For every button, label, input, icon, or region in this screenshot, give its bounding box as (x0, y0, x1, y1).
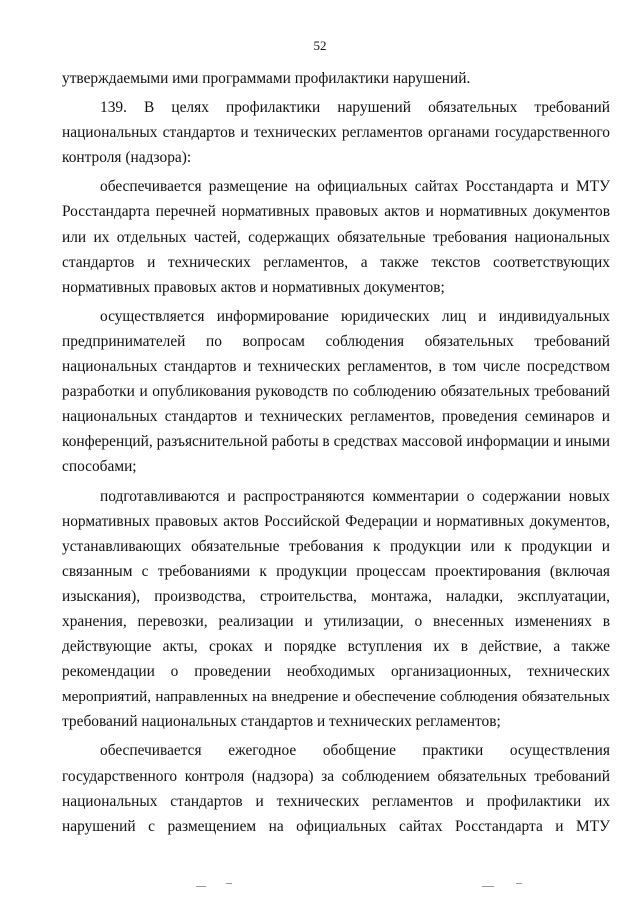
paragraph-item-139 (62, 95, 610, 170)
scan-mark (482, 886, 494, 887)
text-line: хранения, перевозки, реализации и утилизации, о внесенных изменениях в (62, 612, 610, 630)
text-line: национальных стандартов и технических регламентов органами государственного (62, 124, 610, 142)
paragraph-list-entry (62, 738, 610, 838)
text-line: нормативных правовых актов Российской Федерации и нормативных документов, (62, 512, 610, 530)
text-line: национальных стандартов и технических регламентов, в том числе посредством (62, 358, 610, 376)
text-line: устанавливающих обязательные требования к продукции или к продукции и (62, 537, 610, 555)
scan-mark (196, 886, 206, 887)
text-line: рекомендации о проведении необходимых организационных, технических (62, 663, 610, 681)
text-line: утверждаемыми ими программами профилактики нарушений. (62, 70, 471, 87)
text-line: контроля (надзора): (62, 149, 192, 167)
text-line: 139. В целях профилактики нарушений обязательных требований (100, 99, 610, 117)
text-line: Росстандарта перечней нормативных правовых актов и нормативных документов (62, 203, 610, 221)
text-line: государственного контроля (надзора) за соблюдением обязательных требований (62, 767, 610, 785)
text-line: мероприятий, направленных на внедрение и обеспечение соблюдения обязательных (62, 688, 610, 706)
text-line: разработки и опубликования руководств по соблюдению обязательных требований (62, 383, 610, 401)
text-line: требований национальных стандартов и технических регламентов; (62, 713, 501, 731)
text-line: стандартов и технических регламентов, а также текстов соответствующих (62, 253, 610, 271)
paragraph-list-entry (62, 174, 610, 299)
paragraph-list-entry (62, 484, 610, 735)
paragraph-continuation (62, 66, 610, 91)
text-line: обеспечивается размещение на официальных сайтах Росстандарта и МТУ (100, 178, 610, 196)
text-line: нарушений с размещением на официальных сайтах Росстандарта и МТУ (62, 817, 610, 835)
scan-marks (0, 880, 640, 892)
page-number: 52 (313, 38, 327, 53)
text-line: конференций, разъяснительной работы в средствах массовой информации и иными (62, 433, 610, 451)
text-line: или их отдельных частей, содержащих обязательные требования национальных (62, 228, 610, 246)
document-body (62, 66, 610, 839)
text-line: подготавливаются и распространяются комментарии о содержании новых (100, 487, 610, 505)
scan-mark (226, 883, 232, 884)
text-line: обеспечивается ежегодное обобщение практики осуществления (100, 742, 610, 760)
paragraph-list-entry (62, 304, 610, 480)
text-line: национальных стандартов и технических регламентов, проведения семинаров и (62, 408, 610, 426)
text-line: связанным с требованиями к продукции процессам проектирования (включая (62, 562, 610, 580)
text-line: действующие акты, сроках и порядке вступления их в действие, а также (62, 638, 610, 656)
scan-mark (516, 883, 522, 884)
text-line: способами; (62, 458, 137, 476)
text-line: предпринимателей по вопросам соблюдения обязательных требований (62, 332, 610, 350)
text-line: осуществляется информирование юридических лиц и индивидуальных (100, 307, 610, 325)
text-line: изыскания), производства, строительства, монтажа, наладки, эксплуатации, (62, 587, 610, 605)
text-line: нормативных правовых актов и нормативных документов; (62, 278, 445, 296)
text-line: национальных стандартов и технических регламентов и профилактики их (62, 792, 610, 810)
